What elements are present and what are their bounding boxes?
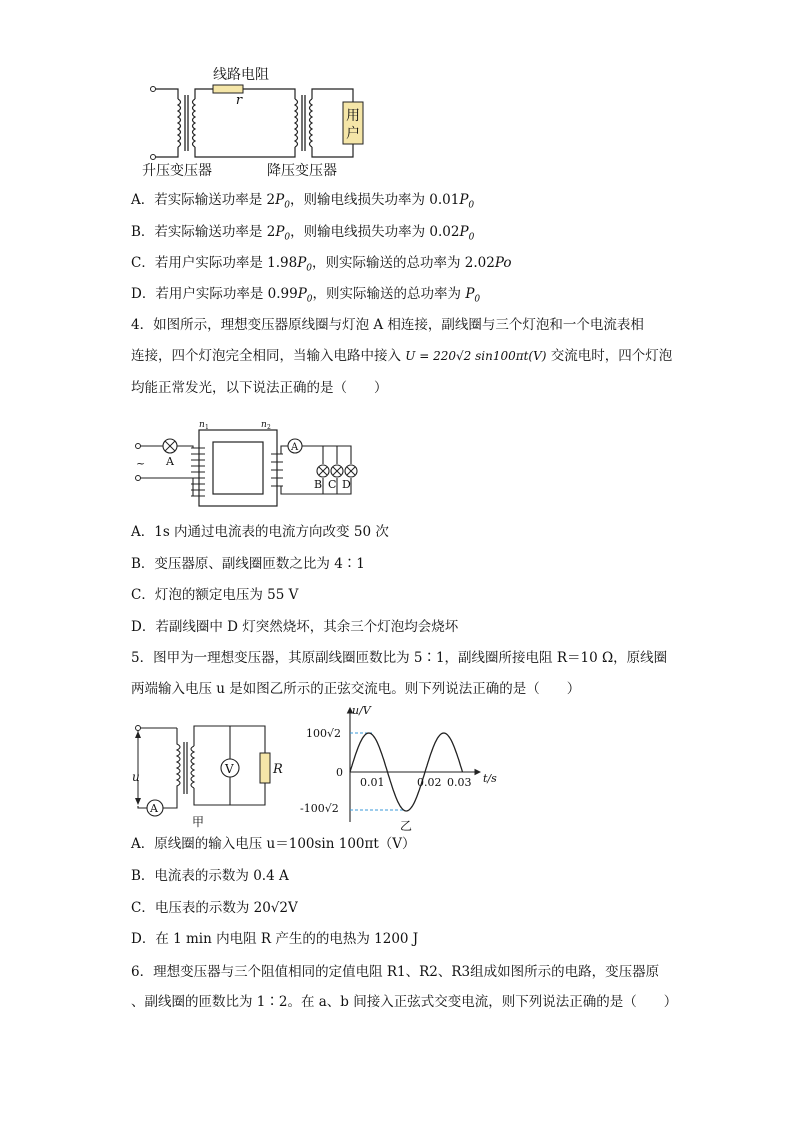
caption-yi: 乙 — [400, 819, 413, 833]
svg-text:1: 1 — [205, 424, 209, 431]
q3-option-b: B．若实际输送功率是 $2P_0$，则输电线损失功率为 $0.02P_0$ — [131, 224, 475, 243]
q6-line-1: 6．理想变压器与三个阻值相同的定值电阻 R1、R2、R3组成如图所示的电路，变压器原 — [131, 964, 660, 980]
lamp-a-label: A — [166, 455, 174, 468]
step-up-label: 升压变压器 — [142, 163, 212, 179]
q4-formula: U = 220√2 sin100πt(V) — [405, 349, 547, 363]
q4-option-a: A．1s 内通过电流表的电流方向改变 50 次 — [131, 524, 389, 540]
lamp-d-label: D — [342, 478, 351, 491]
q4-option-b: B．变压器原、副线圈匝数之比为 4∶1 — [131, 556, 365, 572]
q3-option-a: A．若实际输送功率是 $2P_0$，则输电线损失功率为 $0.01P_0$ — [131, 192, 475, 211]
q4-line-1: 4．如图所示，理想变压器原线圈与灯泡 A 相连接，副线圈与三个灯泡和一个电流表相 — [131, 317, 644, 333]
r-label: r — [235, 93, 243, 108]
n2-label: n — [261, 420, 267, 430]
q4-option-d: D．若副线圈中 D 灯突然烧坏，其余三个灯泡均会烧坏 — [131, 619, 459, 635]
q5-option-a: A．原线圈的输入电压 u＝100sin 100πt（V） — [131, 836, 416, 852]
line-resistor-label: 线路电阻 — [213, 67, 269, 83]
q4-circuit-diagram — [133, 418, 363, 508]
q5-option-c: C．电压表的示数为 20√2V — [131, 900, 298, 916]
svg-text:2: 2 — [267, 424, 271, 431]
resistor-r-label: R — [273, 762, 283, 777]
caption-jia: 甲 — [192, 815, 205, 829]
voltmeter-label: V — [225, 762, 234, 776]
user-label-2: 户 — [346, 126, 360, 142]
q6-line-2: 、副线圈的匝数比为 1∶2。在 a、b 间接入正弦式交变电流，则下列说法正确的是（ ） — [131, 994, 678, 1010]
transmission-diagram — [135, 62, 365, 182]
q5-option-b: B．电流表的示数为 0.4 A — [131, 868, 289, 884]
t1-label: 0.01 — [360, 776, 385, 789]
step-down-label: 降压变压器 — [267, 163, 337, 179]
user-label-1: 用 — [346, 108, 360, 124]
q5-line-1: 5．图甲为一理想变压器，其原副线圈匝数比为 5∶1，副线圈所接电阻 R＝10 Ω，原线圈 — [131, 650, 668, 666]
y-min-label: -100√2 — [300, 802, 339, 815]
q5-option-d: D．在 1 min 内电阻 R 产生的的电热为 1200 J — [131, 931, 419, 947]
q5-line-2: 两端输入电压 u 是如图乙所示的正弦交流电。则下列说法正确的是（ ） — [131, 681, 581, 697]
u-label: u — [132, 770, 140, 784]
lamp-c-label: C — [328, 478, 337, 491]
n1-label: n — [199, 420, 205, 430]
origin-label: 0 — [336, 766, 343, 779]
ammeter-jia-label: A — [150, 802, 158, 815]
t3-label: 0.03 — [447, 776, 472, 789]
lamp-b-label: B — [314, 478, 323, 491]
q5-sine-graph — [300, 700, 510, 835]
y-axis-label: u/V — [352, 704, 371, 717]
q3-option-c: C．若用户实际功率是 $1.98P_0$，则实际输送的总功率为 2.02Po — [131, 255, 512, 274]
ac-symbol: ~ — [136, 457, 146, 470]
ammeter-label: A — [291, 442, 299, 453]
q4-line-3: 均能正常发光，以下说法正确的是（ ） — [131, 380, 388, 396]
q4-option-c: C．灯泡的额定电压为 55 V — [131, 587, 299, 603]
x-axis-label: t/s — [483, 772, 497, 785]
q5-circuit-jia — [130, 718, 283, 830]
t2-label: 0.02 — [417, 776, 442, 789]
y-max-label: 100√2 — [306, 727, 342, 740]
q3-option-d: D．若用户实际功率是 $0.99P_0$，则实际输送的总功率为 $P_0$ — [131, 286, 481, 305]
q4-line-2: 连接，四个灯泡完全相同，当输入电路中接入 U = 220√2 sin100πt(V) 交流电时，四个灯泡 — [131, 348, 673, 364]
